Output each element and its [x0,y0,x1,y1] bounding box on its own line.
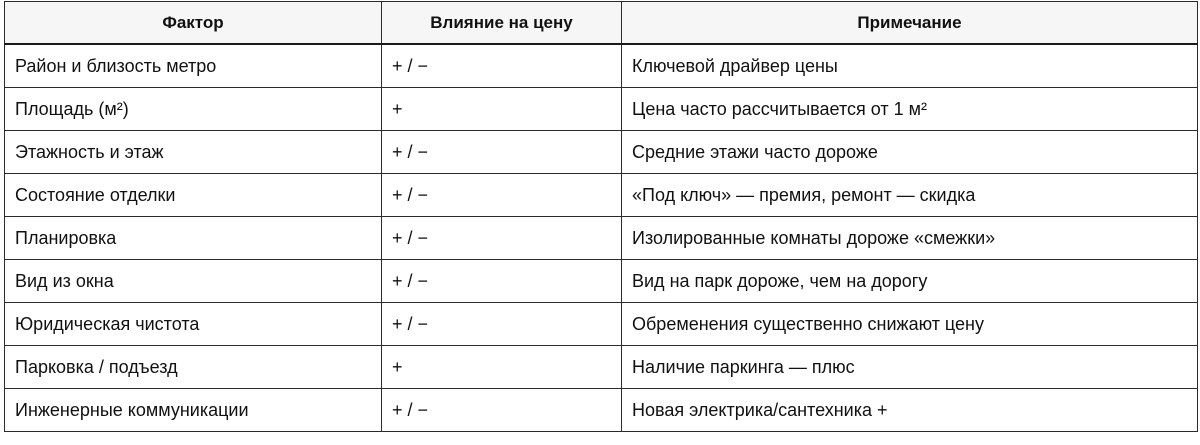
header-factor: Фактор [5,2,382,45]
cell-factor: Состояние отделки [5,174,382,217]
cell-note: Вид на парк дороже, чем на дорогу [622,260,1198,303]
table-row [5,389,1198,432]
table-row [5,346,1198,389]
table-body [5,44,1198,432]
cell-price-impact: + / − [382,131,622,174]
cell-factor: Площадь (м²) [5,88,382,131]
header-note: Примечание [622,2,1198,45]
cell-factor: Парковка / подъезд [5,346,382,389]
cell-note: Ключевой драйвер цены [622,44,1198,88]
cell-note: «Под ключ» — премия, ремонт — скидка [622,174,1198,217]
cell-price-impact: + / − [382,174,622,217]
cell-factor: Этажность и этаж [5,131,382,174]
cell-price-impact: + / − [382,260,622,303]
cell-note: Изолированные комнаты дороже «смежки» [622,217,1198,260]
cell-price-impact: + [382,88,622,131]
cell-note: Средние этажи часто дороже [622,131,1198,174]
cell-note: Обременения существенно снижают цену [622,303,1198,346]
cell-factor: Район и близость метро [5,44,382,88]
cell-note: Новая электрика/сантехника + [622,389,1198,432]
table-row [5,174,1198,217]
price-factors-table [4,1,1198,432]
cell-price-impact: + / − [382,217,622,260]
table-row [5,44,1198,88]
cell-price-impact: + / − [382,44,622,88]
table-row [5,131,1198,174]
table-row [5,303,1198,346]
table-row [5,88,1198,131]
header-row [5,2,1198,45]
table-row [5,217,1198,260]
cell-factor: Юридическая чистота [5,303,382,346]
table-row [5,260,1198,303]
cell-price-impact: + / − [382,303,622,346]
table-header [5,2,1198,45]
cell-factor: Инженерные коммуникации [5,389,382,432]
cell-note: Наличие паркинга — плюс [622,346,1198,389]
cell-factor: Планировка [5,217,382,260]
cell-factor: Вид из окна [5,260,382,303]
header-price-impact: Влияние на цену [382,2,622,45]
cell-note: Цена часто рассчитывается от 1 м² [622,88,1198,131]
cell-price-impact: + [382,346,622,389]
cell-price-impact: + / − [382,389,622,432]
